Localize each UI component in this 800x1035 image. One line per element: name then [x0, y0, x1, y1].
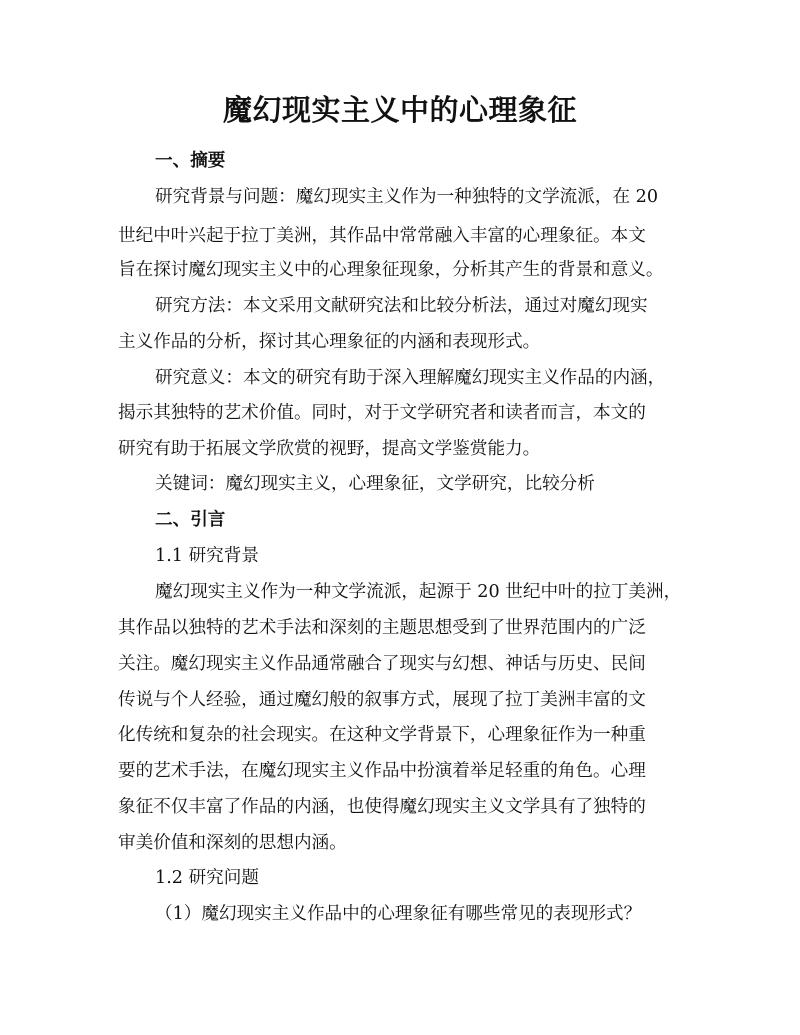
question-line: （1）魔幻现实主义作品中的心理象征有哪些常见的表现形式？: [155, 904, 642, 924]
paragraph-line: 研究意义：本文的研究有助于深入理解魔幻现实主义作品的内涵，: [155, 368, 666, 388]
subsection-heading: 1.2 研究问题: [155, 868, 259, 888]
paragraph-line: 研究背景与问题：魔幻现实主义作为一种独特的文学流派，在 20: [155, 187, 659, 207]
paragraph-line: 象征不仅丰富了作品的内涵，也使得魔幻现实主义文学具有了独特的: [118, 797, 646, 817]
section-heading-introduction: 二、引言: [155, 509, 226, 530]
paragraph-line: 研究方法：本文采用文献研究法和比较分析法，通过对魔幻现实: [155, 296, 648, 316]
paragraph-line: 研究有助于拓展文学欣赏的视野，提高文学鉴赏能力。: [118, 439, 541, 459]
paragraph-line: 审美价值和深刻的思想内涵。: [118, 833, 347, 853]
document-title: 魔幻现实主义中的心理象征: [222, 93, 577, 127]
paragraph-line: 世纪中叶兴起于拉丁美洲，其作品中常常融入丰富的心理象征。本文: [118, 226, 646, 246]
section-heading-abstract: 一、摘要: [155, 150, 226, 171]
paragraph-line: 魔幻现实主义作为一种文学流派，起源于 20 世纪中叶的拉丁美洲，: [155, 582, 682, 602]
paragraph-line: 主义作品的分析，探讨其心理象征的内涵和表现形式。: [118, 332, 541, 352]
paragraph-line: 化传统和复杂的社会现实。在这种文学背景下，心理象征作为一种重: [118, 725, 646, 745]
paragraph-line: 揭示其独特的艺术价值。同时，对于文学研究者和读者而言，本文的: [118, 403, 646, 423]
paragraph-line: 旨在探讨魔幻现实主义中的心理象征现象，分析其产生的背景和意义。: [118, 260, 664, 280]
subsection-heading: 1.1 研究背景: [155, 546, 259, 566]
paragraph-line: 要的艺术手法，在魔幻现实主义作品中扮演着举足轻重的角色。心理: [118, 761, 646, 781]
keywords-line: 关键词：魔幻现实主义，心理象征，文学研究，比较分析: [155, 474, 595, 494]
paragraph-line: 其作品以独特的艺术手法和深刻的主题思想受到了世界范围内的广泛: [118, 618, 646, 638]
paragraph-line: 传说与个人经验，通过魔幻般的叙事方式，展现了拉丁美洲丰富的文: [118, 690, 646, 710]
paragraph-line: 关注。魔幻现实主义作品通常融合了现实与幻想、神话与历史、民间: [118, 654, 646, 674]
